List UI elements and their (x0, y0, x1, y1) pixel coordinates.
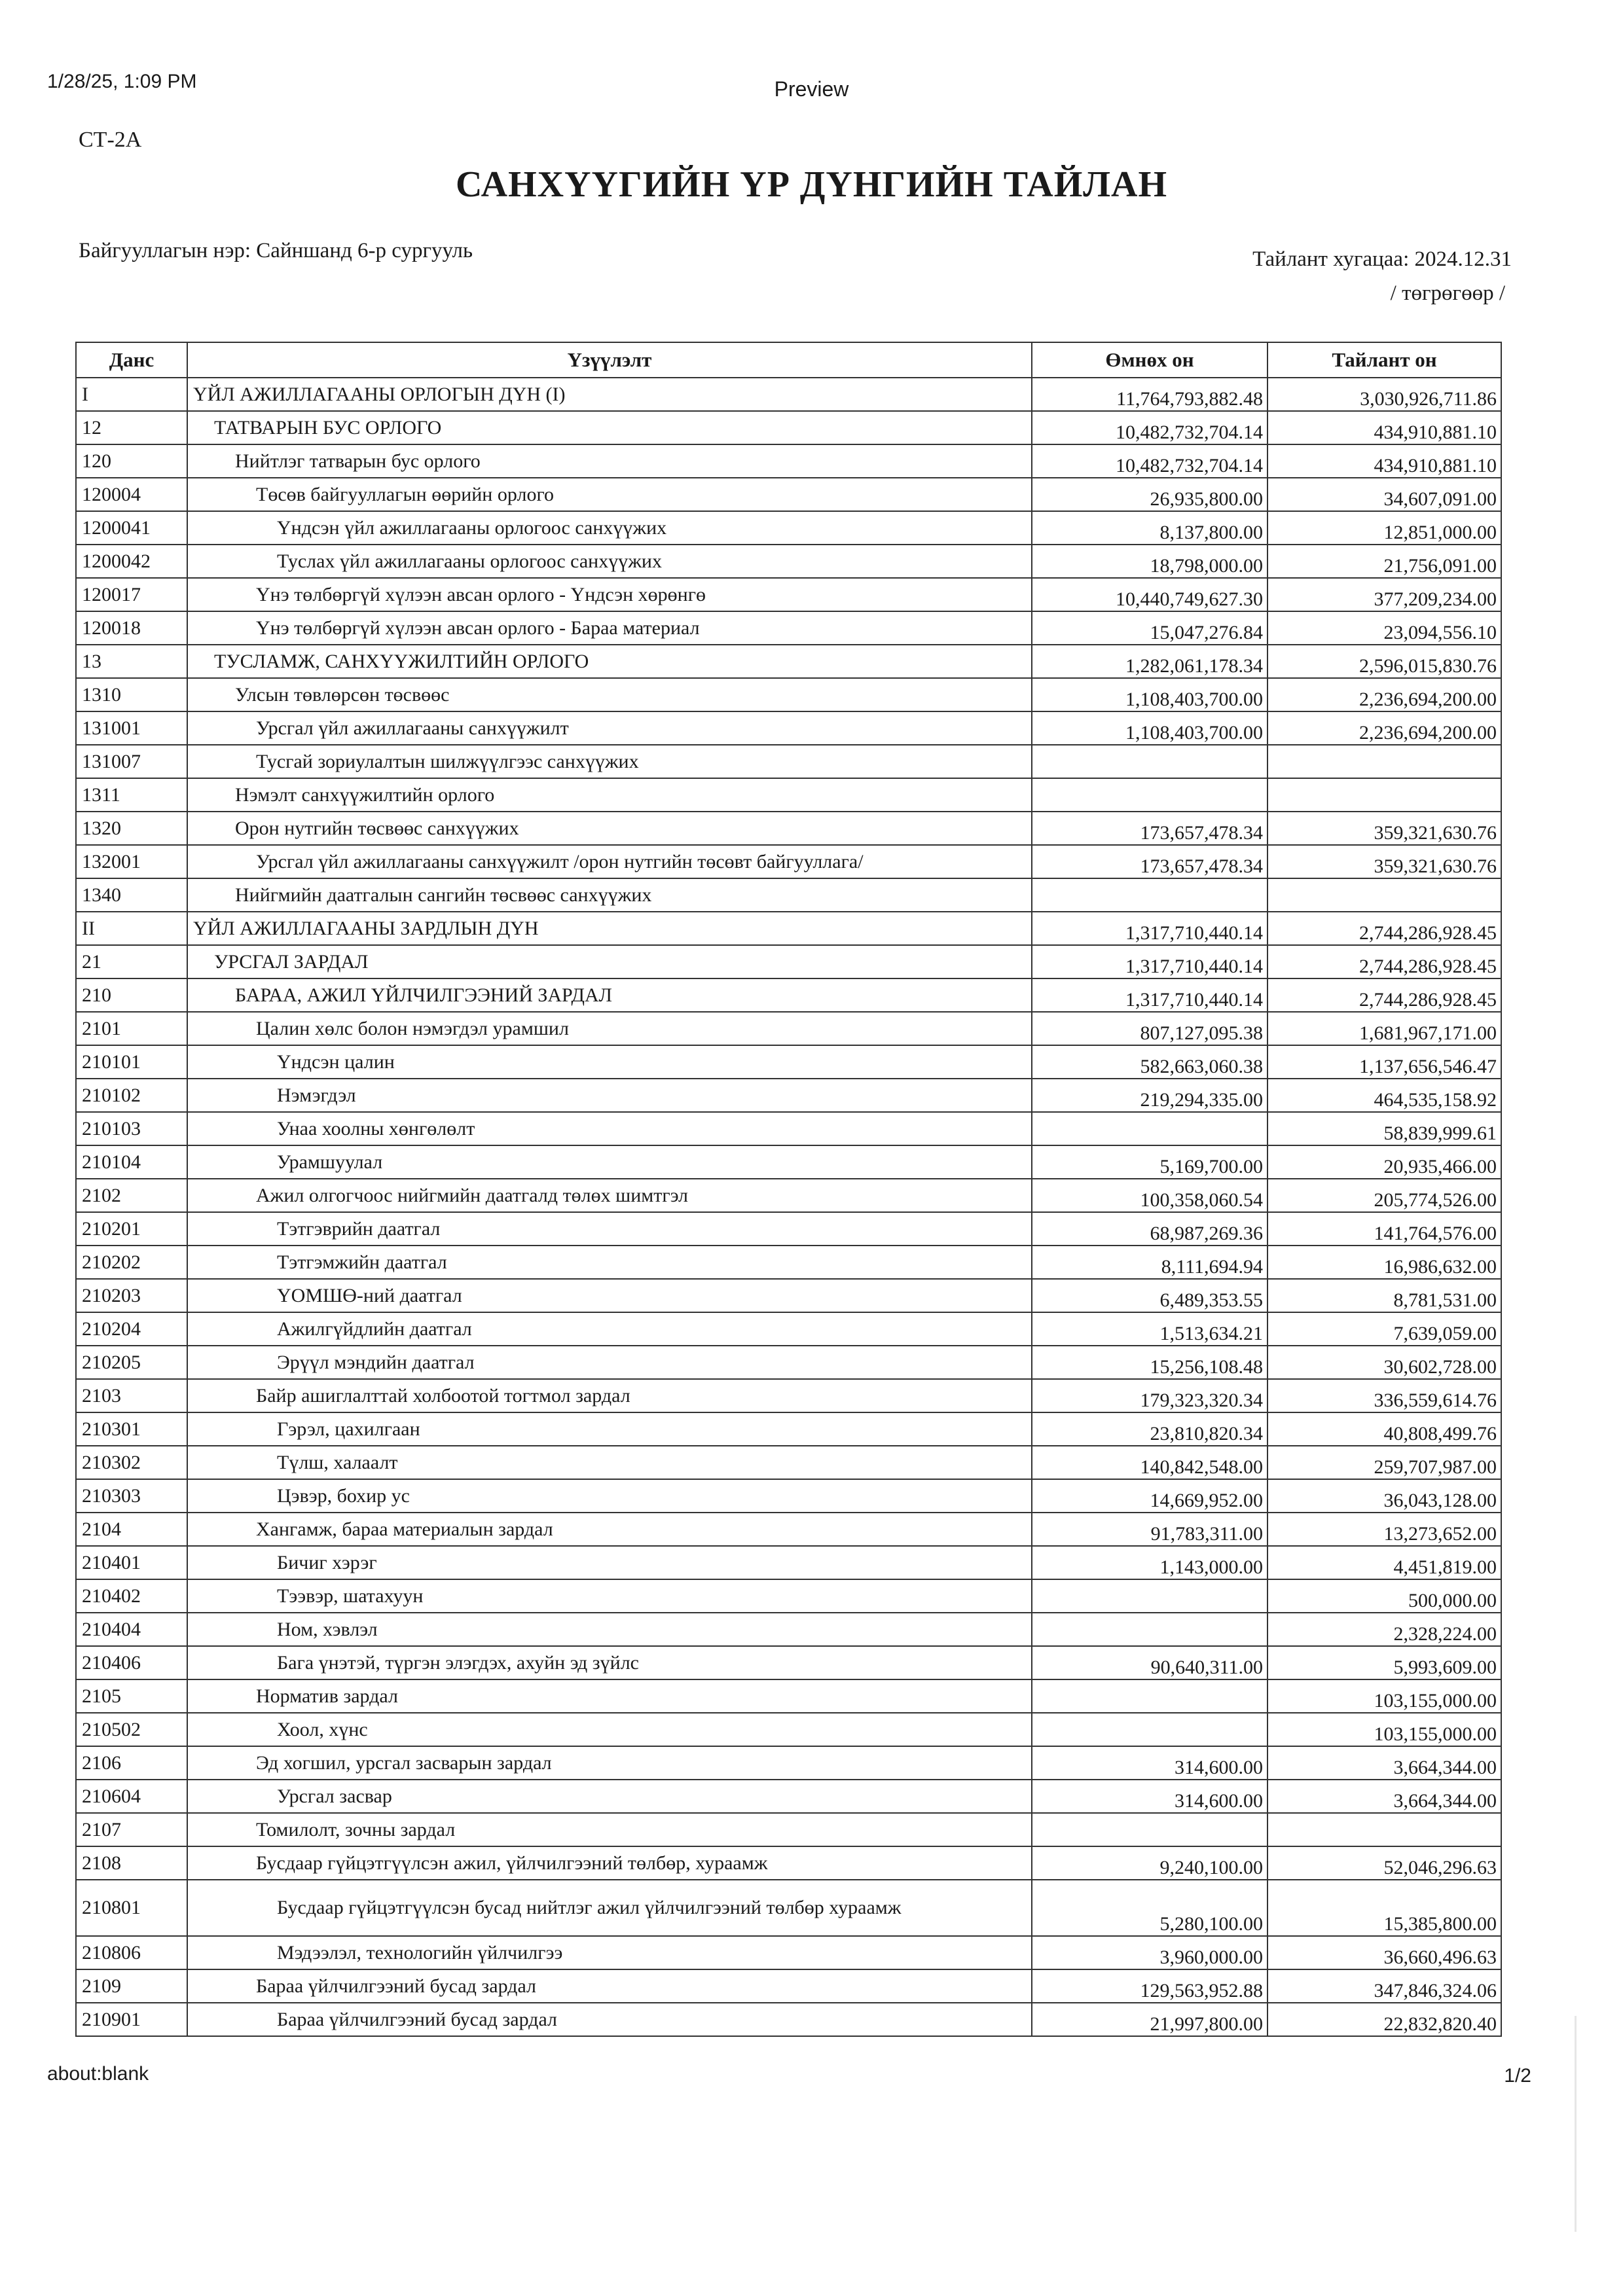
previous-year-cell: 140,842,548.00 (1032, 1446, 1267, 1479)
table-row (76, 1346, 1501, 1379)
organization-name: Байгууллагын нэр: Сайншанд 6-р сургууль (79, 239, 473, 262)
table-row (76, 1679, 1501, 1713)
previous-year-cell: 14,669,952.00 (1032, 1479, 1267, 1513)
print-datetime: 1/28/25, 1:09 PM (47, 71, 197, 92)
reporting-year-cell: 36,043,128.00 (1267, 1479, 1501, 1513)
reporting-year-cell: 464,535,158.92 (1267, 1079, 1501, 1112)
reporting-year-cell: 347,846,324.06 (1267, 1969, 1501, 2003)
indicator-cell: Хоол, хүнс (187, 1713, 1032, 1746)
account-code-cell: 120017 (76, 578, 187, 611)
account-code-cell: 210205 (76, 1346, 187, 1379)
reporting-year-cell: 336,559,614.76 (1267, 1379, 1501, 1412)
indicator-cell: Бараа үйлчилгээний бусад зардал (187, 2003, 1032, 2036)
previous-year-cell: 582,663,060.38 (1032, 1045, 1267, 1079)
indicator-cell: Түлш, халаалт (187, 1446, 1032, 1479)
reporting-year-cell: 20,935,466.00 (1267, 1145, 1501, 1179)
indicator-cell: Урсгал үйл ажиллагааны санхүүжилт (187, 711, 1032, 745)
table-row (76, 378, 1501, 411)
account-code-cell: 210104 (76, 1145, 187, 1179)
reporting-year-cell: 2,236,694,200.00 (1267, 678, 1501, 711)
reporting-year-cell: 1,681,967,171.00 (1267, 1012, 1501, 1045)
print-footer-page: 1/2 (1504, 2065, 1531, 2087)
account-code-cell: 2101 (76, 1012, 187, 1045)
table-row (76, 1936, 1501, 1969)
table-row (76, 1412, 1501, 1446)
indicator-cell: Нийтлэг татварын бус орлого (187, 444, 1032, 478)
table-row (76, 478, 1501, 511)
account-code-cell: 210303 (76, 1479, 187, 1513)
reporting-year-cell: 13,273,652.00 (1267, 1513, 1501, 1546)
table-row (76, 1446, 1501, 1479)
account-code-cell: 2104 (76, 1513, 187, 1546)
previous-year-cell: 5,169,700.00 (1032, 1145, 1267, 1179)
table-row (76, 845, 1501, 878)
reporting-year-cell: 2,236,694,200.00 (1267, 711, 1501, 745)
indicator-cell: Цэвэр, бохир ус (187, 1479, 1032, 1513)
reporting-year-cell: 103,155,000.00 (1267, 1679, 1501, 1713)
table-row (76, 878, 1501, 912)
table-row (76, 1846, 1501, 1880)
reporting-year-cell: 500,000.00 (1267, 1579, 1501, 1613)
table-row (76, 1145, 1501, 1179)
account-code-cell: 13 (76, 645, 187, 678)
previous-year-cell: 8,111,694.94 (1032, 1246, 1267, 1279)
reporting-year-cell: 34,607,091.00 (1267, 478, 1501, 511)
previous-year-cell: 807,127,095.38 (1032, 1012, 1267, 1045)
indicator-cell: Нийгмийн даатгалын сангийн төсвөөс санхүүжих (187, 878, 1032, 912)
reporting-year-cell (1267, 745, 1501, 778)
previous-year-cell (1032, 745, 1267, 778)
reporting-year-cell (1267, 778, 1501, 812)
previous-year-cell (1032, 1713, 1267, 1746)
indicator-cell: Үнэ төлбөргүй хүлээн авсан орлого - Үндсэн хөрөнгө (187, 578, 1032, 611)
previous-year-cell: 11,764,793,882.48 (1032, 378, 1267, 411)
account-code-cell: 210404 (76, 1613, 187, 1646)
indicator-cell: Улсын төвлөрсөн төсвөөс (187, 678, 1032, 711)
reporting-year-cell: 2,744,286,928.45 (1267, 912, 1501, 945)
previous-year-cell: 1,317,710,440.14 (1032, 945, 1267, 978)
previous-year-cell: 314,600.00 (1032, 1780, 1267, 1813)
account-code-cell: 210201 (76, 1212, 187, 1246)
indicator-cell: Тээвэр, шатахуун (187, 1579, 1032, 1613)
indicator-cell: Норматив зардал (187, 1679, 1032, 1713)
table-row (76, 1880, 1501, 1936)
reporting-year-cell: 359,321,630.76 (1267, 812, 1501, 845)
reporting-year-cell: 2,596,015,830.76 (1267, 645, 1501, 678)
reporting-year-cell: 12,851,000.00 (1267, 511, 1501, 545)
indicator-cell: Тэтгэврийн даатгал (187, 1212, 1032, 1246)
previous-year-cell: 1,513,634.21 (1032, 1312, 1267, 1346)
account-code-cell: 131007 (76, 745, 187, 778)
table-row (76, 912, 1501, 945)
previous-year-cell: 9,240,100.00 (1032, 1846, 1267, 1880)
reporting-year-cell: 40,808,499.76 (1267, 1412, 1501, 1446)
indicator-cell: Гэрэл, цахилгаан (187, 1412, 1032, 1446)
previous-year-cell: 15,256,108.48 (1032, 1346, 1267, 1379)
previous-year-cell (1032, 1813, 1267, 1846)
account-code-cell: 210102 (76, 1079, 187, 1112)
previous-year-cell: 10,482,732,704.14 (1032, 444, 1267, 478)
account-code-cell: 120004 (76, 478, 187, 511)
previous-year-cell: 3,960,000.00 (1032, 1936, 1267, 1969)
table-row (76, 1012, 1501, 1045)
previous-year-cell: 15,047,276.84 (1032, 611, 1267, 645)
table-row (76, 945, 1501, 978)
reporting-year-cell: 2,744,286,928.45 (1267, 978, 1501, 1012)
previous-year-cell: 1,317,710,440.14 (1032, 978, 1267, 1012)
account-code-cell: 12 (76, 411, 187, 444)
account-code-cell: I (76, 378, 187, 411)
table-row (76, 1746, 1501, 1780)
previous-year-cell: 1,108,403,700.00 (1032, 711, 1267, 745)
table-row (76, 645, 1501, 678)
reporting-year-cell: 16,986,632.00 (1267, 1246, 1501, 1279)
indicator-cell: Урсгал засвар (187, 1780, 1032, 1813)
form-code: СТ-2А (79, 128, 142, 152)
indicator-cell: УРСГАЛ ЗАРДАЛ (187, 945, 1032, 978)
currency-note: / төгрөгөөр / (1390, 281, 1505, 305)
account-code-cell: 210203 (76, 1279, 187, 1312)
previous-year-cell (1032, 1579, 1267, 1613)
account-code-cell: II (76, 912, 187, 945)
table-row (76, 1079, 1501, 1112)
indicator-cell: Нэмэлт санхүүжилтийн орлого (187, 778, 1032, 812)
table-row (76, 678, 1501, 711)
indicator-cell: ТУСЛАМЖ, САНХҮҮЖИЛТИЙН ОРЛОГО (187, 645, 1032, 678)
table-row (76, 1379, 1501, 1412)
reporting-year-cell: 359,321,630.76 (1267, 845, 1501, 878)
reporting-year-cell: 377,209,234.00 (1267, 578, 1501, 611)
previous-year-cell: 1,143,000.00 (1032, 1546, 1267, 1579)
account-code-cell: 2105 (76, 1679, 187, 1713)
previous-year-cell: 8,137,800.00 (1032, 511, 1267, 545)
header-reporting-year: Тайлант он (1267, 342, 1501, 378)
table-row (76, 545, 1501, 578)
account-code-cell: 210806 (76, 1936, 187, 1969)
previous-year-cell: 314,600.00 (1032, 1746, 1267, 1780)
report-period: Тайлант хугацаа: 2024.12.31 (1252, 247, 1512, 271)
table-row (76, 1246, 1501, 1279)
previous-year-cell: 5,280,100.00 (1032, 1880, 1267, 1936)
previous-year-cell (1032, 878, 1267, 912)
table-row (76, 578, 1501, 611)
account-code-cell: 2106 (76, 1746, 187, 1780)
previous-year-cell (1032, 1112, 1267, 1145)
table-row (76, 1045, 1501, 1079)
previous-year-cell: 1,317,710,440.14 (1032, 912, 1267, 945)
table-row (76, 1212, 1501, 1246)
table-row (76, 711, 1501, 745)
account-code-cell: 2107 (76, 1813, 187, 1846)
indicator-cell: Орон нутгийн төсвөөс санхүүжих (187, 812, 1032, 845)
table-row (76, 1780, 1501, 1813)
header-account: Данс (76, 342, 187, 378)
reporting-year-cell: 52,046,296.63 (1267, 1846, 1501, 1880)
account-code-cell: 2108 (76, 1846, 187, 1880)
account-code-cell: 210401 (76, 1546, 187, 1579)
previous-year-cell: 100,358,060.54 (1032, 1179, 1267, 1212)
previous-year-cell: 18,798,000.00 (1032, 545, 1267, 578)
account-code-cell: 2102 (76, 1179, 187, 1212)
table-row (76, 444, 1501, 478)
previous-year-cell: 6,489,353.55 (1032, 1279, 1267, 1312)
table-row (76, 1813, 1501, 1846)
indicator-cell: Эд хогшил, урсгал засварын зардал (187, 1746, 1032, 1780)
reporting-year-cell: 3,664,344.00 (1267, 1746, 1501, 1780)
indicator-cell: Үнэ төлбөргүй хүлээн авсан орлого - Бараа материал (187, 611, 1032, 645)
table-row (76, 778, 1501, 812)
header-previous-year: Өмнөх он (1032, 342, 1267, 378)
account-code-cell: 1310 (76, 678, 187, 711)
account-code-cell: 210604 (76, 1780, 187, 1813)
indicator-cell: Ном, хэвлэл (187, 1613, 1032, 1646)
account-code-cell: 132001 (76, 845, 187, 878)
account-code-cell: 210204 (76, 1312, 187, 1346)
account-code-cell: 1200041 (76, 511, 187, 545)
previous-year-cell: 10,440,749,627.30 (1032, 578, 1267, 611)
indicator-cell: Ажил олгогчоос нийгмийн даатгалд төлөх шимтгэл (187, 1179, 1032, 1212)
table-row (76, 1312, 1501, 1346)
account-code-cell: 131001 (76, 711, 187, 745)
previous-year-cell: 1,108,403,700.00 (1032, 678, 1267, 711)
reporting-year-cell: 259,707,987.00 (1267, 1446, 1501, 1479)
table-row (76, 1969, 1501, 2003)
indicator-cell: Тусгай зориулалтын шилжүүлгээс санхүүжих (187, 745, 1032, 778)
table-row (76, 812, 1501, 845)
account-code-cell: 2109 (76, 1969, 187, 2003)
previous-year-cell: 23,810,820.34 (1032, 1412, 1267, 1446)
table-row (76, 1179, 1501, 1212)
indicator-cell: Нэмэгдэл (187, 1079, 1032, 1112)
table-row (76, 1546, 1501, 1579)
indicator-cell: БАРАА, АЖИЛ ҮЙЛЧИЛГЭЭНИЙ ЗАРДАЛ (187, 978, 1032, 1012)
table-row (76, 1579, 1501, 1613)
previous-year-cell: 1,282,061,178.34 (1032, 645, 1267, 678)
indicator-cell: Тэтгэмжийн даатгал (187, 1246, 1032, 1279)
reporting-year-cell: 5,993,609.00 (1267, 1646, 1501, 1679)
account-code-cell: 210 (76, 978, 187, 1012)
previous-year-cell: 68,987,269.36 (1032, 1212, 1267, 1246)
reporting-year-cell (1267, 1813, 1501, 1846)
reporting-year-cell: 15,385,800.00 (1267, 1880, 1501, 1936)
print-footer-url: about:blank (47, 2063, 149, 2085)
reporting-year-cell: 8,781,531.00 (1267, 1279, 1501, 1312)
table-row (76, 511, 1501, 545)
indicator-cell: Эрүүл мэндийн даатгал (187, 1346, 1032, 1379)
indicator-cell: Бага үнэтэй, түргэн элэгдэх, ахуйн эд зүйлс (187, 1646, 1032, 1679)
indicator-cell: Урамшуулал (187, 1145, 1032, 1179)
indicator-cell: Цалин хөлс болон нэмэгдэл урамшил (187, 1012, 1032, 1045)
indicator-cell: Урсгал үйл ажиллагааны санхүүжилт /орон нутгийн төсөвт байгууллага/ (187, 845, 1032, 878)
previous-year-cell: 21,997,800.00 (1032, 2003, 1267, 2036)
account-code-cell: 210302 (76, 1446, 187, 1479)
account-code-cell: 210402 (76, 1579, 187, 1613)
indicator-cell: Ажилгүйдлийн даатгал (187, 1312, 1032, 1346)
reporting-year-cell: 3,030,926,711.86 (1267, 378, 1501, 411)
report-title: САНХҮҮГИЙН ҮР ДҮНГИЙН ТАЙЛАН (455, 164, 1168, 205)
indicator-cell: ТАТВАРЫН БУС ОРЛОГО (187, 411, 1032, 444)
indicator-cell: Бусдаар гүйцэтгүүлсэн ажил, үйлчилгээний төлбөр, хураамж (187, 1846, 1032, 1880)
table-row (76, 1646, 1501, 1679)
table-row (76, 1513, 1501, 1546)
indicator-cell: Мэдээлэл, технологийн үйлчилгээ (187, 1936, 1032, 1969)
reporting-year-cell: 58,839,999.61 (1267, 1112, 1501, 1145)
header-indicator: Үзүүлэлт (187, 342, 1032, 378)
reporting-year-cell: 36,660,496.63 (1267, 1936, 1501, 1969)
print-source-title: Preview (774, 77, 849, 101)
account-code-cell: 210406 (76, 1646, 187, 1679)
indicator-cell: Үндсэн цалин (187, 1045, 1032, 1079)
reporting-year-cell: 141,764,576.00 (1267, 1212, 1501, 1246)
table-row (76, 1479, 1501, 1513)
indicator-cell: Бусдаар гүйцэтгүүлсэн бусад нийтлэг ажил үйлчилгээний төлбөр хураамж (187, 1880, 1032, 1936)
account-code-cell: 1200042 (76, 545, 187, 578)
reporting-year-cell: 4,451,819.00 (1267, 1546, 1501, 1579)
reporting-year-cell: 1,137,656,546.47 (1267, 1045, 1501, 1079)
table-row (76, 411, 1501, 444)
indicator-cell: ҮЙЛ АЖИЛЛАГААНЫ ОРЛОГЫН ДҮН (I) (187, 378, 1032, 411)
previous-year-cell (1032, 1613, 1267, 1646)
previous-year-cell: 219,294,335.00 (1032, 1079, 1267, 1112)
account-code-cell: 120018 (76, 611, 187, 645)
reporting-year-cell: 2,328,224.00 (1267, 1613, 1501, 1646)
table-row (76, 1613, 1501, 1646)
account-code-cell: 210202 (76, 1246, 187, 1279)
indicator-cell: Үндсэн үйл ажиллагааны орлогоос санхүүжих (187, 511, 1032, 545)
account-code-cell: 1340 (76, 878, 187, 912)
reporting-year-cell: 23,094,556.10 (1267, 611, 1501, 645)
previous-year-cell: 26,935,800.00 (1032, 478, 1267, 511)
previous-year-cell: 179,323,320.34 (1032, 1379, 1267, 1412)
previous-year-cell: 10,482,732,704.14 (1032, 411, 1267, 444)
account-code-cell: 210801 (76, 1880, 187, 1936)
account-code-cell: 210301 (76, 1412, 187, 1446)
table-header-row (76, 342, 1501, 378)
table-row (76, 1112, 1501, 1145)
indicator-cell: Байр ашиглалттай холбоотой тогтмол зардал (187, 1379, 1032, 1412)
account-code-cell: 120 (76, 444, 187, 478)
reporting-year-cell: 7,639,059.00 (1267, 1312, 1501, 1346)
indicator-cell: Туслах үйл ажиллагааны орлогоос санхүүжих (187, 545, 1032, 578)
previous-year-cell (1032, 1679, 1267, 1713)
previous-year-cell: 129,563,952.88 (1032, 1969, 1267, 2003)
reporting-year-cell: 22,832,820.40 (1267, 2003, 1501, 2036)
account-code-cell: 21 (76, 945, 187, 978)
account-code-cell: 2103 (76, 1379, 187, 1412)
account-code-cell: 210502 (76, 1713, 187, 1746)
reporting-year-cell: 2,744,286,928.45 (1267, 945, 1501, 978)
account-code-cell: 210101 (76, 1045, 187, 1079)
table-row (76, 745, 1501, 778)
previous-year-cell: 91,783,311.00 (1032, 1513, 1267, 1546)
scan-edge-shadow (1575, 2016, 1577, 2232)
indicator-cell: Хангамж, бараа материалын зардал (187, 1513, 1032, 1546)
table-row (76, 2003, 1501, 2036)
previous-year-cell: 173,657,478.34 (1032, 812, 1267, 845)
previous-year-cell: 173,657,478.34 (1032, 845, 1267, 878)
indicator-cell: Унаа хоолны хөнгөлөлт (187, 1112, 1032, 1145)
reporting-year-cell: 103,155,000.00 (1267, 1713, 1501, 1746)
indicator-cell: ҮЙЛ АЖИЛЛАГААНЫ ЗАРДЛЫН ДҮН (187, 912, 1032, 945)
reporting-year-cell: 205,774,526.00 (1267, 1179, 1501, 1212)
reporting-year-cell: 30,602,728.00 (1267, 1346, 1501, 1379)
table-row (76, 1279, 1501, 1312)
table-body (76, 378, 1501, 2036)
previous-year-cell (1032, 778, 1267, 812)
reporting-year-cell: 434,910,881.10 (1267, 444, 1501, 478)
indicator-cell: Бичиг хэрэг (187, 1546, 1032, 1579)
indicator-cell: Томилолт, зочны зардал (187, 1813, 1032, 1846)
financial-results-table (75, 342, 1502, 2037)
indicator-cell: ҮОМШӨ-ний даатгал (187, 1279, 1032, 1312)
reporting-year-cell: 3,664,344.00 (1267, 1780, 1501, 1813)
indicator-cell: Төсөв байгууллагын өөрийн орлого (187, 478, 1032, 511)
account-code-cell: 1311 (76, 778, 187, 812)
account-code-cell: 210901 (76, 2003, 187, 2036)
reporting-year-cell: 434,910,881.10 (1267, 411, 1501, 444)
indicator-cell: Бараа үйлчилгээний бусад зардал (187, 1969, 1032, 2003)
table-row (76, 611, 1501, 645)
previous-year-cell: 90,640,311.00 (1032, 1646, 1267, 1679)
reporting-year-cell (1267, 878, 1501, 912)
account-code-cell: 1320 (76, 812, 187, 845)
table-row (76, 1713, 1501, 1746)
account-code-cell: 210103 (76, 1112, 187, 1145)
reporting-year-cell: 21,756,091.00 (1267, 545, 1501, 578)
table-row (76, 978, 1501, 1012)
